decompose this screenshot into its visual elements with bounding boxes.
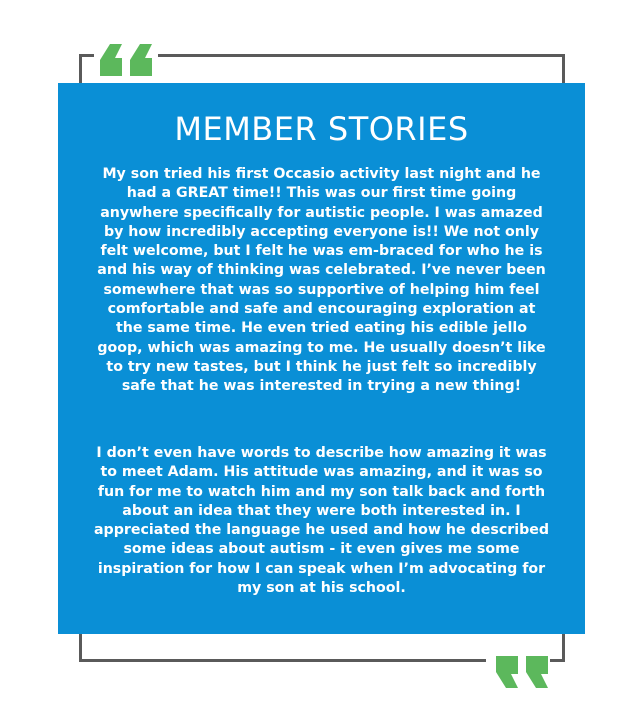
open-quote-icon xyxy=(100,44,156,76)
story-paragraph-2: I don’t even have words to describe how amazing it was to meet Adam. His attitude was amazing, and it was so fun for me to watch him and my son talk back and forth about an idea that they were both interested in. I appreciated the language he used and how he described some ideas about autism - it even gives me some inspiration for how I can speak when I’m advocating for my son at his school. xyxy=(93,445,550,597)
story-paragraph-1: My son tried his first Occasio activity last night and he had a GREAT time!! This was our first time going anywhere specifically for autistic people. I was amazed by how incredibly accepting everyone is!! We not only felt welcome, but I felt he was em-braced for who he is and his way of thinking was celebrated. I’ve never been somewhere that was so supportive of helping him feel comfortable and safe and encouraging exploration at the same time. He even tried eating his edible jello goop, which was amazing to me. He usually doesn’t like to try new tastes, but I think he just felt so incredibly safe that he was interested in trying a new thing! xyxy=(97,166,546,395)
close-quote-icon xyxy=(492,656,548,688)
page-title: MEMBER STORIES xyxy=(174,110,469,148)
